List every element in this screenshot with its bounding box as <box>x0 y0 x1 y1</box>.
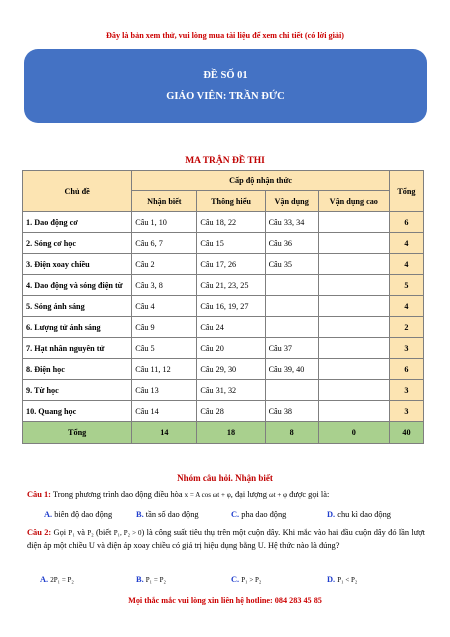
question-text: và <box>77 528 85 537</box>
level-cell: Câu 5 <box>132 338 197 359</box>
topic-cell: 1. Dao động cơ <box>23 212 132 233</box>
question-text: được gọi là: <box>289 490 330 499</box>
section-title: Nhóm câu hỏi. Nhận biết <box>177 473 273 483</box>
topic-cell: 3. Điện xoay chiều <box>23 254 132 275</box>
topic-cell: 7. Hạt nhân nguyên tử <box>23 338 132 359</box>
level-cell <box>265 317 318 338</box>
option-key: B. <box>136 575 144 584</box>
level-cell: Câu 36 <box>265 233 318 254</box>
level-cell: Câu 21, 23, 25 <box>197 275 265 296</box>
option-key: D. <box>327 575 336 584</box>
answer-option[interactable] <box>40 575 74 584</box>
level-cell: Câu 39, 40 <box>265 359 318 380</box>
option-key: A. <box>44 510 53 519</box>
level-cell: Câu 4 <box>132 296 197 317</box>
level-cell <box>265 296 318 317</box>
level-cell <box>265 275 318 296</box>
sum-cell: 14 <box>132 422 197 444</box>
option-text: chu kì dao động <box>337 510 391 519</box>
question-text: , đại lượng <box>230 490 267 499</box>
total-cell: 4 <box>389 254 423 275</box>
level-cell: Câu 18, 22 <box>197 212 265 233</box>
answer-option[interactable] <box>136 510 199 519</box>
level-cell: Câu 6, 7 <box>132 233 197 254</box>
matrix-row <box>23 317 424 338</box>
matrix-row <box>23 233 424 254</box>
total-cell: 4 <box>389 296 423 317</box>
level-cell: Câu 31, 32 <box>197 380 265 401</box>
level-cell <box>318 338 389 359</box>
total-cell: 6 <box>389 359 423 380</box>
answer-option[interactable] <box>44 510 112 519</box>
header-topic: Chủ đề <box>23 171 132 212</box>
question-1 <box>27 489 425 502</box>
header-total: Tổng <box>389 171 423 212</box>
level-cell: Câu 38 <box>265 401 318 422</box>
option-key: C. <box>231 510 240 519</box>
level-cell: Câu 24 <box>197 317 265 338</box>
matrix-row <box>23 275 424 296</box>
answer-option[interactable] <box>327 510 391 519</box>
topic-cell: 5. Sóng ánh sáng <box>23 296 132 317</box>
option-text: 2P₁ = P₂ <box>50 576 74 584</box>
question-text: Gọi <box>53 528 67 537</box>
topic-cell: 9. Từ học <box>23 380 132 401</box>
option-text: P₁ < P₂ <box>337 576 358 584</box>
formula: ωt + φ <box>269 491 288 499</box>
sum-label: Tổng <box>23 422 132 444</box>
level-cell: Câu 33, 34 <box>265 212 318 233</box>
total-cell: 6 <box>389 212 423 233</box>
option-text: tần số dao động <box>145 510 199 519</box>
level-cell: Câu 37 <box>265 338 318 359</box>
total-cell: 3 <box>389 380 423 401</box>
matrix-title: MA TRẬN ĐỀ THI <box>185 156 265 166</box>
level-cell: Câu 28 <box>197 401 265 422</box>
level-cell: Câu 16, 19, 27 <box>197 296 265 317</box>
level-cell: Câu 1, 10 <box>132 212 197 233</box>
option-text: pha dao động <box>241 510 287 519</box>
exam-matrix-table <box>22 170 424 444</box>
question-label: Câu 2: <box>27 528 52 537</box>
level-cell <box>318 359 389 380</box>
teacher-name: GIÁO VIÊN: TRẦN ĐỨC <box>166 91 285 102</box>
question-label: Câu 1: <box>27 490 51 499</box>
matrix-row <box>23 338 424 359</box>
matrix-row <box>23 212 424 233</box>
formula: x = A cos ωt + φ <box>184 491 231 499</box>
level-cell: Câu 17, 26 <box>197 254 265 275</box>
header-level: Nhận biết <box>132 191 197 212</box>
level-cell <box>318 317 389 338</box>
header-cognitive-level: Cấp độ nhận thức <box>132 171 390 191</box>
sum-cell: 40 <box>389 422 423 444</box>
answer-option[interactable] <box>136 575 166 584</box>
matrix-row <box>23 401 424 422</box>
question-2 <box>27 527 425 552</box>
level-cell <box>318 254 389 275</box>
option-key: A. <box>40 575 49 584</box>
level-cell: Câu 3, 8 <box>132 275 197 296</box>
answer-option[interactable] <box>327 575 357 584</box>
level-cell: Câu 15 <box>197 233 265 254</box>
level-cell <box>318 212 389 233</box>
sum-cell: 18 <box>197 422 265 444</box>
level-cell <box>318 380 389 401</box>
total-cell: 2 <box>389 317 423 338</box>
header-level: Thông hiểu <box>197 191 265 212</box>
topic-cell: 10. Quang học <box>23 401 132 422</box>
sum-row <box>23 422 424 444</box>
matrix-row <box>23 380 424 401</box>
level-cell: Câu 2 <box>132 254 197 275</box>
formula: P₂ <box>87 529 94 537</box>
preview-notice: Đây là bản xem thử, vui lòng mua tài liệu để xem chi tiết (có lời giải) <box>105 31 344 40</box>
matrix-row <box>23 359 424 380</box>
level-cell <box>318 296 389 317</box>
matrix-row <box>23 254 424 275</box>
option-text: biên độ dao động <box>54 510 113 519</box>
answer-option[interactable] <box>231 575 261 584</box>
total-cell: 3 <box>389 338 423 359</box>
answer-option[interactable] <box>231 510 286 519</box>
question-text: (biết <box>96 528 112 537</box>
level-cell: Câu 29, 30 <box>197 359 265 380</box>
header-level: Vận dụng <box>265 191 318 212</box>
topic-cell: 8. Điện học <box>23 359 132 380</box>
level-cell: Câu 14 <box>132 401 197 422</box>
option-key: C. <box>231 575 240 584</box>
level-cell: Câu 11, 12 <box>132 359 197 380</box>
option-key: D. <box>327 510 336 519</box>
topic-cell: 4. Dao động và sóng điện từ <box>23 275 132 296</box>
exam-banner <box>24 49 427 123</box>
hotline-notice: Mọi thắc mắc vui lòng xin liên hệ hotline: 084 283 45 85 <box>128 596 322 605</box>
total-cell: 3 <box>389 401 423 422</box>
header-level: Vận dụng cao <box>318 191 389 212</box>
level-cell <box>318 275 389 296</box>
level-cell <box>265 380 318 401</box>
question-text: ) là công suất tiêu thụ trên một cuộn dây. Khi mắc vào hai đầu cuộn dây đó lần lượt điện áp một chiều U và điện áp xoay chiều có giá trị hiệu dụng bằng U. Hệ thức nào là đúng? <box>27 528 426 550</box>
topic-cell: 2. Sóng cơ học <box>23 233 132 254</box>
level-cell: Câu 20 <box>197 338 265 359</box>
formula: P₁ <box>68 529 75 537</box>
total-cell: 5 <box>389 275 423 296</box>
total-cell: 4 <box>389 233 423 254</box>
level-cell <box>318 233 389 254</box>
sum-cell: 0 <box>318 422 389 444</box>
topic-cell: 6. Lượng tử ánh sáng <box>23 317 132 338</box>
option-text: P₁ > P₂ <box>241 576 262 584</box>
option-key: B. <box>136 510 144 519</box>
level-cell: Câu 13 <box>132 380 197 401</box>
level-cell: Câu 35 <box>265 254 318 275</box>
matrix-row <box>23 296 424 317</box>
option-text: P₁ = P₂ <box>145 576 166 584</box>
exam-number: ĐỀ SỐ 01 <box>203 70 248 81</box>
level-cell: Câu 9 <box>132 317 197 338</box>
level-cell <box>318 401 389 422</box>
formula: P₁, P₂ > 0 <box>113 529 142 537</box>
question-text: Trong phương trình dao động điều hòa <box>52 490 183 499</box>
sum-cell: 8 <box>265 422 318 444</box>
